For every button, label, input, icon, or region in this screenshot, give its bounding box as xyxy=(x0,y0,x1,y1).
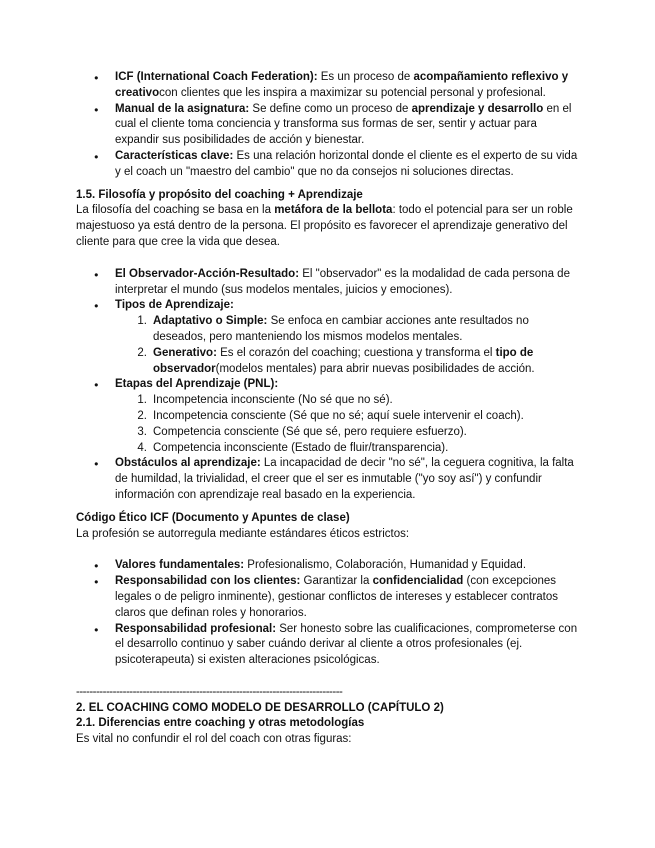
list-item-caracteristicas: ● Características clave: Es una relación horizontal donde el cliente es el experto de su vida y el coach un "maestro del cambio" que no da consejos ni soluciones directas. xyxy=(76,149,581,181)
list-item-observador: ● El Observador-Acción-Resultado: El "observador" es la modalidad de cada persona de interpretar el mundo (sus modelos mentales, juicios y emociones). xyxy=(76,267,581,299)
sublist-item: 2. Generativo: Es el corazón del coaching; cuestiona y transforma el tipo de observador(modelos mentales) para abrir nuevas posibilidades de acción. xyxy=(137,346,535,375)
list-item-tipos: ● Tipos de Aprendizaje: 1. Adaptativo o Simple: Se enfoca en cambiar acciones ante resultados no deseados, pero manteniendo los mismos modelos mentales. 2. Generativo: Es el corazón del coaching; cuestiona y transforma el tipo de observador(modelos mentales) para abrir nuevas posibilidades de acción. xyxy=(76,298,581,377)
chapter-heading: 2. EL COACHING COMO MODELO DE DESARROLLO (CAPÍTULO 2) xyxy=(76,701,444,714)
list-item-etapas: ● Etapas del Aprendizaje (PNL): 1. Incompetencia inconsciente (No sé que no sé). 2. Incompetencia consciente (Sé que no sé; aquí suele intervenir el coach). 3. Competencia consciente (Sé que sé, pero requiere esfuerzo). 4. Competencia inconsciente (Estado de fluir/transparencia). xyxy=(76,377,581,456)
etapas-sublist xyxy=(115,393,581,456)
definitions-list xyxy=(76,70,581,181)
sublist-item: 1. Adaptativo o Simple: Se enfoca en cambiar acciones ante resultados no deseados, pero manteniendo los mismos modelos mentales. xyxy=(137,315,529,343)
sublist-item: 2. Incompetencia consciente (Sé que no sé; aquí suele intervenir el coach). xyxy=(137,409,524,422)
list-item-resp-profesional: ● Responsabilidad profesional: Ser honesto sobre las cualificaciones, comprometerse con el desarrollo continuo y saber cuándo derivar al cliente a otros profesionales (ej. psicoterapeuta) si existen alteraciones psicológicas. xyxy=(76,622,581,669)
tipos-sublist xyxy=(115,314,581,377)
list-item-manual: ● Manual de la asignatura: Se define como un proceso de aprendizaje y desarrollo en el cual el cliente toma conciencia y transforma sus formas de ser, sentir y actuar para expandir sus posibilidades de acción y bienestar. xyxy=(76,102,581,149)
codigo-paragraph: La profesión se autorregula mediante estándares éticos estrictos: xyxy=(76,527,410,540)
section-heading-codigo: Código Ético ICF (Documento y Apuntes de clase) xyxy=(76,511,350,524)
sublist-item: 3. Competencia consciente (Sé que sé, pero requiere esfuerzo). xyxy=(137,425,467,438)
section-heading-2-1: 2.1. Diferencias entre coaching y otras metodologías xyxy=(76,717,365,730)
section-divider: -------------------------------------------------------------------------------- xyxy=(76,685,343,698)
document-body xyxy=(76,70,581,748)
sublist-item: 4. Competencia inconsciente (Estado de fluir/transparencia). xyxy=(137,441,449,454)
list-item-resp-clientes: ● Responsabilidad con los clientes: Garantizar la confidencialidad (con excepciones legales o de peligro inminente), gestionar conflictos de intereses y establecer contratos claros que definan roles y honorarios. xyxy=(76,574,581,621)
section-1-5-paragraph: La filosofía del coaching se basa en la metáfora de la bellota: todo el potencial para ser un roble majestuoso ya está dentro de la persona. El propósito es favorecer el aprendizaje generativo del cliente para que cree la vida que desea. xyxy=(76,204,573,248)
list-item-icf: ● ICF (International Coach Federation): Es un proceso de acompañamiento reflexivo y creativocon clientes que les inspira a maximizar su potencial personal y profesional. xyxy=(76,70,581,102)
codigo-list xyxy=(76,558,581,669)
list-item-valores: ● Valores fundamentales: Profesionalismo, Colaboración, Humanidad y Equidad. xyxy=(76,558,581,574)
section-heading-1-5: 1.5. Filosofía y propósito del coaching + Aprendizaje xyxy=(76,188,363,201)
sublist-item: 1. Incompetencia inconsciente (No sé que no sé). xyxy=(137,394,393,407)
aprendizaje-list xyxy=(76,267,581,504)
list-item-obstaculos: ● Obstáculos al aprendizaje: La incapacidad de decir "no sé", la ceguera cognitiva, la falta de humildad, la trivialidad, el creer que el ser es inmutable ("yo soy así") y confundir información con aprendizaje real basado en la experiencia. xyxy=(76,456,581,503)
chapter2-paragraph: Es vital no confundir el rol del coach con otras figuras: xyxy=(76,733,352,746)
